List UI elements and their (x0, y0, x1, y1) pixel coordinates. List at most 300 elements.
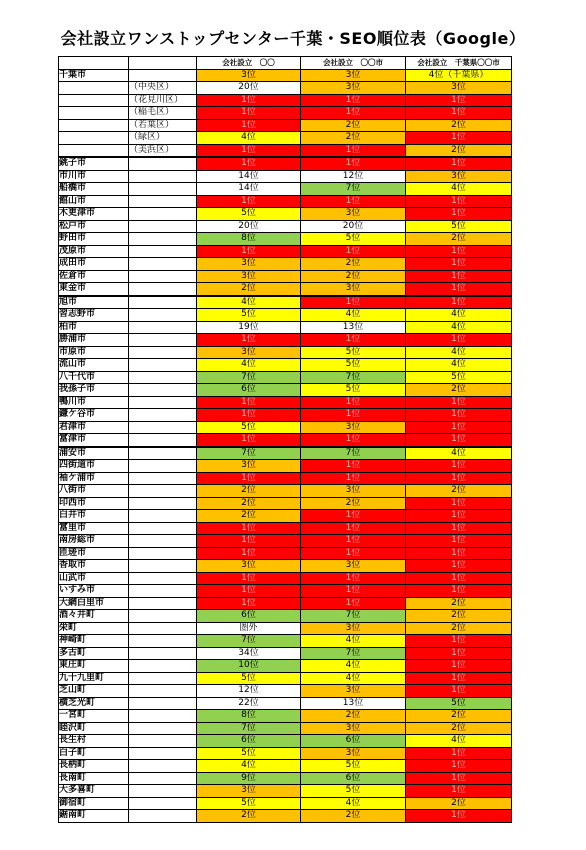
ward-name (129, 760, 197, 773)
rank-cell: 3位 (197, 258, 301, 271)
city-name: 御宿町 (59, 797, 129, 810)
rank-cell: 4位 (406, 346, 512, 359)
table-row (59, 396, 512, 409)
ward-name (129, 334, 197, 347)
ward-name (129, 245, 197, 258)
rank-cell: 7位 (301, 371, 406, 384)
ward-name (129, 735, 197, 748)
rank-cell: 6位 (197, 735, 301, 748)
ward-name (129, 622, 197, 635)
rank-cell: 1位 (406, 94, 512, 107)
table-row (59, 119, 512, 132)
city-name: 八千代市 (59, 371, 129, 384)
city-name: 長柄町 (59, 760, 129, 773)
ward-name (129, 510, 197, 523)
city-name: 松戸市 (59, 220, 129, 233)
city-name: 茂原市 (59, 245, 129, 258)
rank-cell: 4位 (301, 797, 406, 810)
city-name: 東金市 (59, 283, 129, 296)
rank-cell: 3位 (301, 485, 406, 498)
header-city (59, 57, 129, 70)
rank-cell: 4位 (406, 735, 512, 748)
rank-cell: 5位 (197, 421, 301, 434)
table-row (59, 144, 512, 157)
table-row (59, 485, 512, 498)
rank-cell: 1位 (301, 157, 406, 170)
table-row (59, 309, 512, 322)
table-row (59, 183, 512, 196)
table-row (59, 610, 512, 623)
rank-cell: 5位 (301, 233, 406, 246)
rank-cell: 1位 (406, 258, 512, 271)
ward-name (129, 660, 197, 673)
table-row (59, 82, 512, 95)
table-row (59, 409, 512, 422)
rank-cell: 20位 (197, 220, 301, 233)
rank-cell: 5位 (301, 346, 406, 359)
rank-cell: 3位 (301, 69, 406, 82)
rank-cell: 1位 (197, 157, 301, 170)
header-keyword-1: 会社設立 〇〇 (197, 57, 301, 70)
city-name: 八街市 (59, 485, 129, 498)
rank-cell: 2位 (197, 283, 301, 296)
rank-cell: 4位 (301, 309, 406, 322)
rank-cell: 7位 (301, 610, 406, 623)
rank-cell: 4位 (406, 183, 512, 196)
ranking-table (58, 56, 512, 823)
table-row (59, 722, 512, 735)
rank-cell: 1位 (197, 547, 301, 560)
ward-name (129, 309, 197, 322)
rank-cell: 2位 (301, 258, 406, 271)
table-row (59, 672, 512, 685)
rank-cell: 1位 (197, 535, 301, 548)
rank-cell: 1位 (197, 195, 301, 208)
ward-name (129, 283, 197, 296)
rank-cell: 4位 (197, 359, 301, 372)
rank-cell: 1位 (301, 334, 406, 347)
ward-name (129, 220, 197, 233)
city-name: 習志野市 (59, 309, 129, 322)
table-row (59, 296, 512, 309)
table-row (59, 460, 512, 473)
rank-cell: 2位 (301, 810, 406, 823)
table-row (59, 195, 512, 208)
city-name: 四街道市 (59, 460, 129, 473)
rank-cell: 2位 (301, 270, 406, 283)
table-row (59, 170, 512, 183)
rank-cell: 8位 (197, 710, 301, 723)
city-name: 銚子市 (59, 157, 129, 170)
rank-cell: 1位 (406, 585, 512, 598)
rank-cell: 7位 (197, 635, 301, 648)
city-name: 市川市 (59, 170, 129, 183)
rank-cell: 3位 (301, 560, 406, 573)
ward-name: （緑区） (129, 132, 197, 145)
rank-cell: 1位 (406, 132, 512, 145)
rank-cell: 5位 (197, 672, 301, 685)
ward-name (129, 183, 197, 196)
table-row (59, 421, 512, 434)
rank-cell: 1位 (406, 195, 512, 208)
table-row (59, 797, 512, 810)
rank-cell: 3位 (406, 82, 512, 95)
ward-name (129, 685, 197, 698)
ward-name (129, 208, 197, 221)
rank-cell: 3位 (301, 421, 406, 434)
ward-name (129, 560, 197, 573)
rank-cell: 4位 (301, 660, 406, 673)
rank-cell: 1位 (406, 810, 512, 823)
rank-cell: 5位 (301, 359, 406, 372)
rank-cell: 1位 (197, 585, 301, 598)
city-name: 白井市 (59, 510, 129, 523)
rank-cell: 5位 (197, 747, 301, 760)
table-row (59, 760, 512, 773)
rank-cell: 10位 (197, 660, 301, 673)
rank-cell: 3位 (301, 283, 406, 296)
city-name: 多古町 (59, 647, 129, 660)
city-name: 睦沢町 (59, 722, 129, 735)
rank-cell: 2位 (197, 810, 301, 823)
city-name: 木更津市 (59, 208, 129, 221)
rank-cell: 1位 (301, 296, 406, 309)
table-row (59, 132, 512, 145)
rank-cell: 3位 (301, 747, 406, 760)
rank-cell: 4位 (301, 672, 406, 685)
table-row (59, 497, 512, 510)
rank-cell: 20位 (197, 82, 301, 95)
table-row (59, 535, 512, 548)
rank-cell: 1位 (406, 283, 512, 296)
table-row (59, 772, 512, 785)
rank-cell: 2位 (406, 597, 512, 610)
rank-cell: 4位 (197, 760, 301, 773)
city-name: 野田市 (59, 233, 129, 246)
rank-cell: 22位 (197, 697, 301, 710)
rank-cell: 1位 (301, 597, 406, 610)
ward-name (129, 572, 197, 585)
table-row (59, 710, 512, 723)
rank-cell: 3位 (301, 622, 406, 635)
rank-cell: 1位 (197, 245, 301, 258)
rank-cell: 6位 (301, 772, 406, 785)
table-row (59, 660, 512, 673)
rank-cell: 5位 (301, 384, 406, 397)
rank-cell: 12位 (197, 685, 301, 698)
table-row (59, 359, 512, 372)
ward-name (129, 270, 197, 283)
table-row (59, 434, 512, 447)
ward-name (129, 409, 197, 422)
ward-name (129, 522, 197, 535)
table-row (59, 258, 512, 271)
table-row (59, 522, 512, 535)
ward-name (129, 710, 197, 723)
city-name (59, 119, 129, 132)
rank-cell: 2位 (197, 497, 301, 510)
city-name (59, 144, 129, 157)
city-name: 山武市 (59, 572, 129, 585)
rank-cell: 1位 (406, 685, 512, 698)
table-row (59, 283, 512, 296)
rank-cell: 1位 (406, 157, 512, 170)
table-body (59, 69, 512, 822)
rank-cell: 1位 (301, 245, 406, 258)
rank-cell: 13位 (301, 321, 406, 334)
rank-cell: 1位 (406, 547, 512, 560)
rank-cell: 1位 (301, 510, 406, 523)
rank-cell: 1位 (406, 510, 512, 523)
table-row (59, 321, 512, 334)
table-row (59, 157, 512, 170)
table-row (59, 635, 512, 648)
city-name: 佐倉市 (59, 270, 129, 283)
rank-cell: 6位 (197, 610, 301, 623)
rank-cell: 1位 (406, 107, 512, 120)
rank-cell: 1位 (301, 396, 406, 409)
ward-name (129, 647, 197, 660)
ward-name: （若葉区） (129, 119, 197, 132)
table-row (59, 747, 512, 760)
table-row (59, 585, 512, 598)
city-name: 富里市 (59, 522, 129, 535)
rank-cell: 19位 (197, 321, 301, 334)
rank-cell: 2位 (301, 710, 406, 723)
rank-cell: 3位 (301, 82, 406, 95)
ward-name (129, 157, 197, 170)
table-row (59, 208, 512, 221)
ward-name (129, 233, 197, 246)
rank-cell: 1位 (406, 772, 512, 785)
rank-cell: 4位 (301, 635, 406, 648)
rank-cell: 2位 (406, 610, 512, 623)
rank-cell: 2位 (406, 384, 512, 397)
ward-name (129, 672, 197, 685)
rank-cell: 1位 (301, 107, 406, 120)
rank-cell: 2位 (406, 622, 512, 635)
city-name: 一宮町 (59, 710, 129, 723)
rank-cell: 4位 (197, 296, 301, 309)
ward-name (129, 722, 197, 735)
rank-cell: 1位 (406, 270, 512, 283)
rank-cell: 4位 (406, 309, 512, 322)
city-name: 鎌ケ谷市 (59, 409, 129, 422)
page-title: 会社設立ワンストップセンター千葉・SEO順位表（Google） (60, 29, 526, 48)
city-name: 君津市 (59, 421, 129, 434)
city-name: 横芝光町 (59, 697, 129, 710)
rank-cell: 3位 (197, 785, 301, 798)
rank-cell: 1位 (301, 195, 406, 208)
rank-cell: 1位 (406, 472, 512, 485)
ward-name (129, 597, 197, 610)
city-name (59, 132, 129, 145)
rank-cell: 1位 (406, 747, 512, 760)
table-row (59, 220, 512, 233)
city-name (59, 107, 129, 120)
ward-name (129, 485, 197, 498)
rank-cell: 5位 (406, 371, 512, 384)
city-name: 栄町 (59, 622, 129, 635)
city-name: 印西市 (59, 497, 129, 510)
rank-cell: 1位 (406, 245, 512, 258)
city-name: 袖ケ浦市 (59, 472, 129, 485)
rank-cell: 20位 (301, 220, 406, 233)
rank-cell: 1位 (406, 560, 512, 573)
rank-cell: 1位 (301, 522, 406, 535)
ward-name (129, 497, 197, 510)
table-row (59, 472, 512, 485)
rank-cell: 1位 (197, 334, 301, 347)
rank-cell: 14位 (197, 170, 301, 183)
table-row (59, 597, 512, 610)
rank-cell: 5位 (406, 220, 512, 233)
rank-cell: 1位 (197, 119, 301, 132)
header-keyword-3: 会社設立 千葉県〇〇市 (406, 57, 512, 70)
city-name: 旭市 (59, 296, 129, 309)
rank-cell: 圏外 (197, 622, 301, 635)
table-row (59, 697, 512, 710)
city-name: 富津市 (59, 434, 129, 447)
ward-name (129, 797, 197, 810)
rank-cell: 1位 (406, 334, 512, 347)
rank-cell: 1位 (197, 597, 301, 610)
city-name: 長南町 (59, 772, 129, 785)
ward-name (129, 359, 197, 372)
rank-cell: 6位 (301, 735, 406, 748)
rank-cell: 2位 (197, 510, 301, 523)
city-name: 白子町 (59, 747, 129, 760)
ward-name (129, 258, 197, 271)
rank-cell: 1位 (406, 647, 512, 660)
rank-cell: 1位 (406, 635, 512, 648)
rank-cell: 1位 (406, 522, 512, 535)
rank-cell: 1位 (197, 522, 301, 535)
city-name: 九十九里町 (59, 672, 129, 685)
city-name: いすみ市 (59, 585, 129, 598)
rank-cell: 1位 (301, 472, 406, 485)
rank-cell: 2位 (301, 132, 406, 145)
rank-cell: 3位 (406, 170, 512, 183)
city-name (59, 94, 129, 107)
ward-name (129, 195, 197, 208)
table-row (59, 735, 512, 748)
table-row (59, 510, 512, 523)
city-name: 柏市 (59, 321, 129, 334)
ward-name (129, 547, 197, 560)
rank-cell: 2位 (406, 233, 512, 246)
rank-cell: 7位 (197, 371, 301, 384)
rank-cell: 7位 (197, 722, 301, 735)
city-name: 東庄町 (59, 660, 129, 673)
rank-cell: 3位 (301, 685, 406, 698)
ward-name (129, 346, 197, 359)
rank-cell: 1位 (197, 144, 301, 157)
table-row (59, 685, 512, 698)
rank-cell: 5位 (197, 208, 301, 221)
city-name: 大多喜町 (59, 785, 129, 798)
rank-cell: 2位 (406, 797, 512, 810)
rank-cell: 1位 (406, 535, 512, 548)
city-name: 鋸南町 (59, 810, 129, 823)
city-name: 浦安市 (59, 447, 129, 460)
rank-cell: 4位 (406, 359, 512, 372)
rank-cell: 12位 (301, 170, 406, 183)
table-row (59, 346, 512, 359)
rank-cell: 3位 (197, 270, 301, 283)
rank-cell: 1位 (301, 572, 406, 585)
rank-cell: 4位 (406, 447, 512, 460)
rank-cell: 5位 (197, 309, 301, 322)
city-name: 千葉市 (59, 69, 129, 82)
rank-cell: 34位 (197, 647, 301, 660)
table-row (59, 647, 512, 660)
rank-cell: 1位 (197, 409, 301, 422)
rank-cell: 5位 (301, 760, 406, 773)
rank-cell: 5位 (406, 697, 512, 710)
rank-cell: 1位 (301, 434, 406, 447)
header-ward (129, 57, 197, 70)
ward-name (129, 421, 197, 434)
rank-cell: 1位 (406, 572, 512, 585)
rank-cell: 1位 (406, 296, 512, 309)
rank-cell: 1位 (406, 660, 512, 673)
rank-cell: 3位 (197, 346, 301, 359)
ward-name (129, 384, 197, 397)
rank-cell: 1位 (197, 572, 301, 585)
rank-cell: 4位 (406, 321, 512, 334)
ward-name (129, 371, 197, 384)
table-row (59, 572, 512, 585)
rank-cell: 7位 (197, 447, 301, 460)
ward-name (129, 396, 197, 409)
table-row (59, 334, 512, 347)
city-name: 神崎町 (59, 635, 129, 648)
rank-cell: 1位 (406, 434, 512, 447)
rank-cell: 1位 (197, 396, 301, 409)
city-name: 酒々井町 (59, 610, 129, 623)
table-row (59, 270, 512, 283)
rank-cell: 2位 (406, 119, 512, 132)
ward-name (129, 697, 197, 710)
rank-cell: 1位 (197, 94, 301, 107)
city-name: 船橋市 (59, 183, 129, 196)
city-name: 芝山町 (59, 685, 129, 698)
rank-cell: 1位 (301, 460, 406, 473)
city-name: 南房総市 (59, 535, 129, 548)
rank-cell: 1位 (301, 409, 406, 422)
rank-cell: 2位 (406, 485, 512, 498)
table-header-row (59, 57, 512, 70)
rank-cell: 7位 (301, 647, 406, 660)
city-name: 匝瑳市 (59, 547, 129, 560)
table-row (59, 622, 512, 635)
city-name: 勝浦市 (59, 334, 129, 347)
rank-cell: 1位 (406, 208, 512, 221)
rank-cell: 3位 (301, 208, 406, 221)
rank-cell: 1位 (406, 497, 512, 510)
rank-cell: 14位 (197, 183, 301, 196)
rank-cell: 1位 (406, 396, 512, 409)
ward-name (129, 635, 197, 648)
rank-cell: 3位 (197, 560, 301, 573)
table-row (59, 560, 512, 573)
city-name: 成田市 (59, 258, 129, 271)
rank-cell: 6位 (197, 384, 301, 397)
rank-cell: 1位 (406, 409, 512, 422)
rank-cell: 1位 (301, 547, 406, 560)
rank-cell: 1位 (197, 472, 301, 485)
